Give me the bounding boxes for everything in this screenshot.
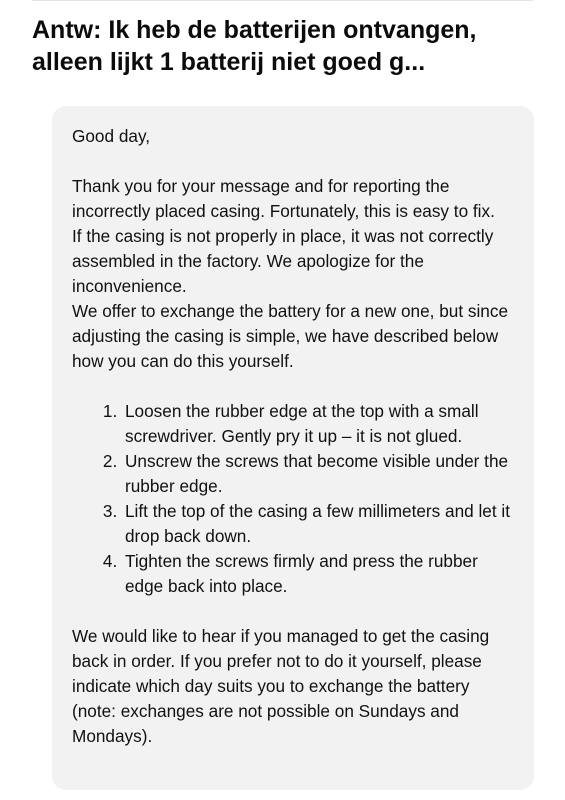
intro-paragraph: We offer to exchange the battery for a new one, but since adjusting the casing is simple, we have described below how you can do this yourself. xyxy=(72,301,509,371)
message-intro xyxy=(72,174,516,374)
instruction-step: 2. Unscrew the screws that become visible under the rubber edge. xyxy=(122,449,516,499)
top-divider xyxy=(32,0,533,1)
instruction-step: 3. Lift the top of the casing a few millimeters and let it drop back down. xyxy=(122,499,516,549)
message-closing: We would like to hear if you managed to get the casing back in order. If you prefer not to do it yourself, please indicate which day suits you to exchange the battery (note: exchanges are not possible on Sundays and Mondays). xyxy=(72,626,490,746)
instruction-step: 1. Loosen the rubber edge at the top with a small screwdriver. Gently pry it up – it is not glued. xyxy=(122,399,516,449)
message-greeting: Good day, xyxy=(72,126,151,146)
instruction-steps-list xyxy=(72,399,516,599)
message-bubble xyxy=(52,106,534,790)
intro-paragraph: Thank you for your message and for reporting the incorrectly placed casing. Fortunately, this is easy to fix. xyxy=(72,176,495,221)
intro-paragraph: If the casing is not properly in place, it was not correctly assembled in the factory. We apologize for the inconvenience. xyxy=(72,226,494,296)
instruction-step: 4. Tighten the screws firmly and press the rubber edge back into place. xyxy=(122,549,516,599)
email-subject: Antw: Ik heb de batterijen ontvangen, alleen lijkt 1 batterij niet goed g... xyxy=(32,16,477,76)
